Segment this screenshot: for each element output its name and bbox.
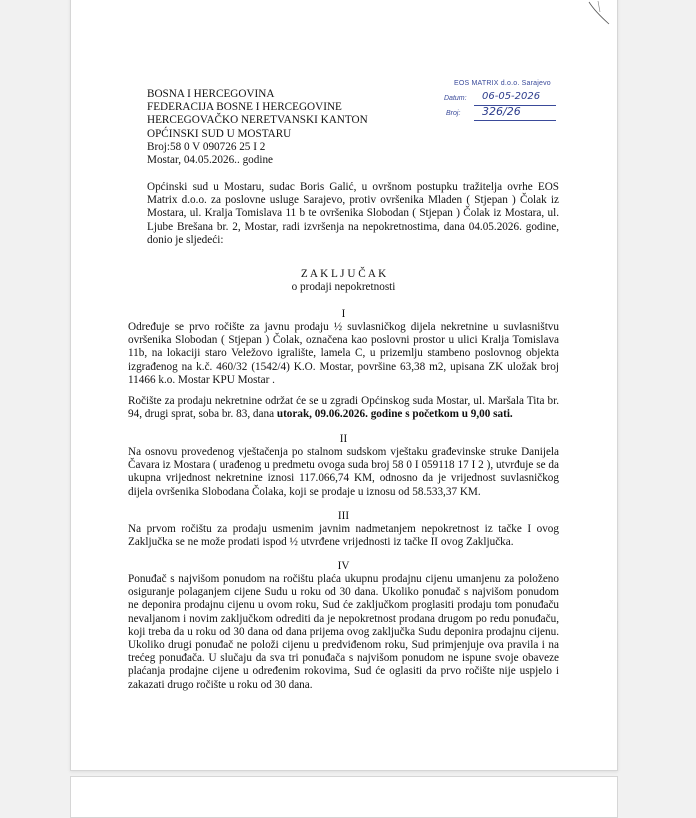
- section-2-heading: II: [339, 433, 348, 445]
- hearing-date-text: utorak, 09.06.2026. godine s početkom u 9,00 sati.: [276, 408, 513, 421]
- decision-subtitle: o prodaji nepokretnosti: [291, 281, 396, 293]
- section-4-heading: IV: [337, 560, 350, 572]
- section-3-paragraph: Na prvom ročištu za prodaju usmenim javnim nadmetanjem nepokretnost iz tačke I ovog Zaključka se ne može prodati ispod ½ utvrđene vrijednosti iz tačke II ovog Zaključka.: [128, 523, 559, 549]
- header-canton: HERCEGOVAČKO NERETVANSKI KANTON: [147, 114, 368, 127]
- court-header: [147, 88, 368, 167]
- header-court: OPĆINSKI SUD U MOSTARU: [147, 127, 292, 140]
- stamp-number-value: 326/26: [482, 105, 521, 118]
- section-2-paragraph: Na osnovu provedenog vještačenja po stalnom sudskom vještaku građevinske struke Danijela Čavara iz Mostara ( urađenog u predmetu ovoga suda broj 58 0 I 059118 17 I 2 ), utvrđuje se da ukupna vrijednost nekretnine iznosi 117.066,74 KM, odnosno da je vrijednost suvlasničkog dijela ovršenika Slobodana Čolaka, koji se prodaje u iznosu od 58.533,37 KM.: [128, 446, 559, 498]
- section-3-heading: III: [337, 510, 350, 522]
- header-federation: FEDERACIJA BOSNE I HERCEGOVINE: [147, 101, 342, 114]
- stamp-date-label: Datum:: [444, 95, 467, 102]
- stamp-company: EOS MATRIX d.o.o. Sarajevo: [454, 80, 551, 87]
- section-1-paragraph: Određuje se prvo ročište za javnu prodaju ½ suvlasničkog dijela nekretnine u suvlasništvu ovršenika Slobodan ( Stjepan ) Čolak, označena kao poslovni prostor u ulici Kralja Tomislava 11b, na lokaciji staro Veležovo igralište, lamela C, u prizemlju stambeno poslovnog objekta izgrađenog na k.č. 460/32 (1542/4) K.O. Mostar, površine 63,38 m2, upisana ZK uložak broj 11466 k.o. Mostar KPU Mostar .: [128, 321, 559, 386]
- pen-mark: [588, 0, 612, 26]
- section-1-heading: I: [341, 308, 346, 320]
- intro-paragraph: Općinski sud u Mostaru, sudac Boris Galić, u ovršnom postupku tražitelja ovrhe EOS Matrix d.o.o. za poslovne usluge Sarajevo, protiv ovršenika Mladen ( Stjepan ) Čolak iz Mostara, ul. Kralja Tomislava 11 b te ovršenika Slobodan ( Stjepan ) Čolak iz Mostara, ul. Ljube Brešana br. 2, Mostar, radi izvršenja na nepokretnostima, dana 04.05.2026. godine, donio je sljedeći:: [147, 181, 559, 246]
- stamp-date-value: 06-05-2026: [482, 91, 541, 102]
- stamp-number-label: Broj:: [446, 110, 461, 117]
- received-stamp: [438, 80, 560, 128]
- header-country: BOSNA I HERCEGOVINA: [147, 88, 275, 100]
- section-1-hearing-paragraph: [128, 395, 559, 421]
- header-case-number: Broj:58 0 V 090726 25 I 2: [147, 140, 266, 153]
- section-4-paragraph: Ponuđač s najvišom ponudom na ročištu plaća ukupnu prodajnu cijenu umanjenu za položeno osiguranje polaganjem cijene Sudu u roku od 30 dana. Ukoliko ponuđač s najvišom ponudom ne deponira prodajnu cijenu u ovom roku, Sud će zaključkom proglasiti prodaju tom ponuđaču nevaljanom i novim zaključkom odrediti da je nepokretnost prodana drugom po redu ponuđaču, koji treba da u roku od 30 dana od dana prijema ovog zaključka Sudu deponira prodajnu cijenu. Ukoliko drugi ponuđač ne položi cijenu u predviđenom roku, Sud primjenjuje ova pravila i na trećeg ponuđača. U slučaju da sva tri ponuđača s najvišom ponudom ne ispune svoje obaveze plaćanja prodajne cijene u određenim rokovima, Sud će oglasiti da prvo ročište nije uspjelo i zakazati drugo ročište u roku od 30 dana.: [128, 573, 559, 691]
- next-document-page: [70, 776, 618, 818]
- header-date: Mostar, 04.05.2026.. godine: [147, 154, 274, 167]
- hearing-location-text: Ročište za prodaju nekretnine održat će se u zgradi Općinskog suda Mostar, ul. Maršala Tita br. 94, drugi sprat, soba br. 83, dana: [128, 395, 559, 421]
- decision-title: Z A K L J U Č A K: [300, 268, 387, 280]
